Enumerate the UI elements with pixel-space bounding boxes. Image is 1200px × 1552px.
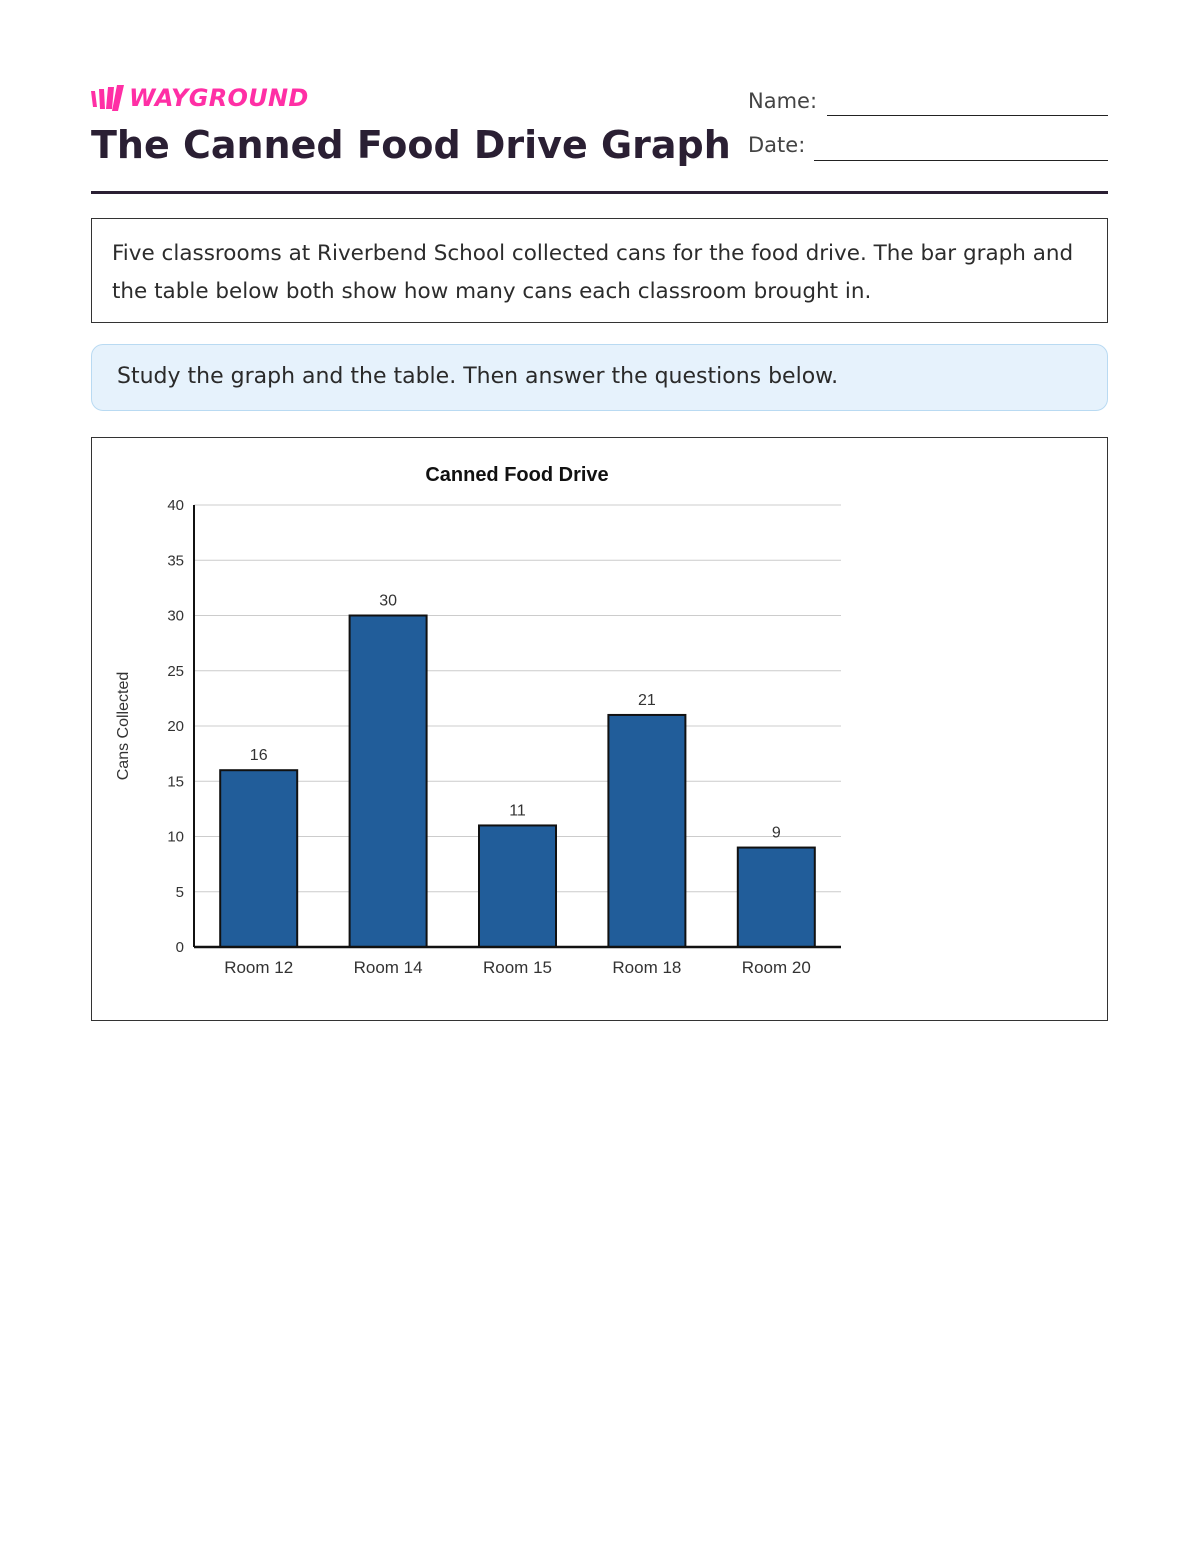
y-tick-label: 35 <box>167 552 184 570</box>
date-label: Date: <box>748 133 806 157</box>
y-tick-label: 30 <box>167 607 184 625</box>
name-label: Name: <box>748 89 818 113</box>
x-tick-label: Room 20 <box>741 958 811 977</box>
page-title: The Canned Food Drive Graph <box>91 123 731 167</box>
bars <box>220 593 815 948</box>
header-divider <box>91 191 1108 194</box>
x-tick-label: Room 12 <box>224 958 294 977</box>
intro-text: Five classrooms at Riverbend School collected cans for the food drive. The bar graph and the table below both show how many cans each classroom brought in. <box>112 241 1074 304</box>
y-tick-label: 5 <box>175 883 184 901</box>
y-tick-label: 25 <box>167 662 184 680</box>
y-tick-label: 40 <box>167 497 184 514</box>
date-field[interactable] <box>814 160 1108 161</box>
data-label: 11 <box>509 802 526 820</box>
data-label: 9 <box>771 824 781 842</box>
y-tick-label: 0 <box>175 939 184 956</box>
bar <box>479 825 556 947</box>
y-tick-label: 15 <box>167 773 184 791</box>
chart-container <box>91 437 1108 1021</box>
logo-text: WAYGROUND <box>129 84 309 112</box>
bar <box>608 715 685 947</box>
x-tick-label: Room 15 <box>483 958 552 977</box>
data-label: 21 <box>638 691 656 709</box>
intro-box <box>91 218 1108 323</box>
bar <box>350 616 427 948</box>
bar-chart <box>92 438 1107 1020</box>
data-label: 16 <box>249 747 268 765</box>
data-label: 30 <box>379 592 397 610</box>
chart-title: Canned Food Drive <box>425 464 609 486</box>
x-tick-label: Room 14 <box>353 958 423 977</box>
wayground-logo-icon <box>91 85 125 111</box>
x-tick-label: Room 18 <box>612 958 682 977</box>
y-axis-label: Cans Collected <box>115 671 132 781</box>
logo <box>91 84 309 112</box>
instructions-text: Study the graph and the table. Then answer the questions below. <box>117 364 839 389</box>
y-tick-label: 20 <box>167 718 184 735</box>
bar <box>738 848 815 947</box>
bar <box>220 770 297 947</box>
instructions-box <box>91 344 1108 411</box>
y-tick-label: 10 <box>167 828 184 846</box>
name-field[interactable] <box>827 115 1108 116</box>
